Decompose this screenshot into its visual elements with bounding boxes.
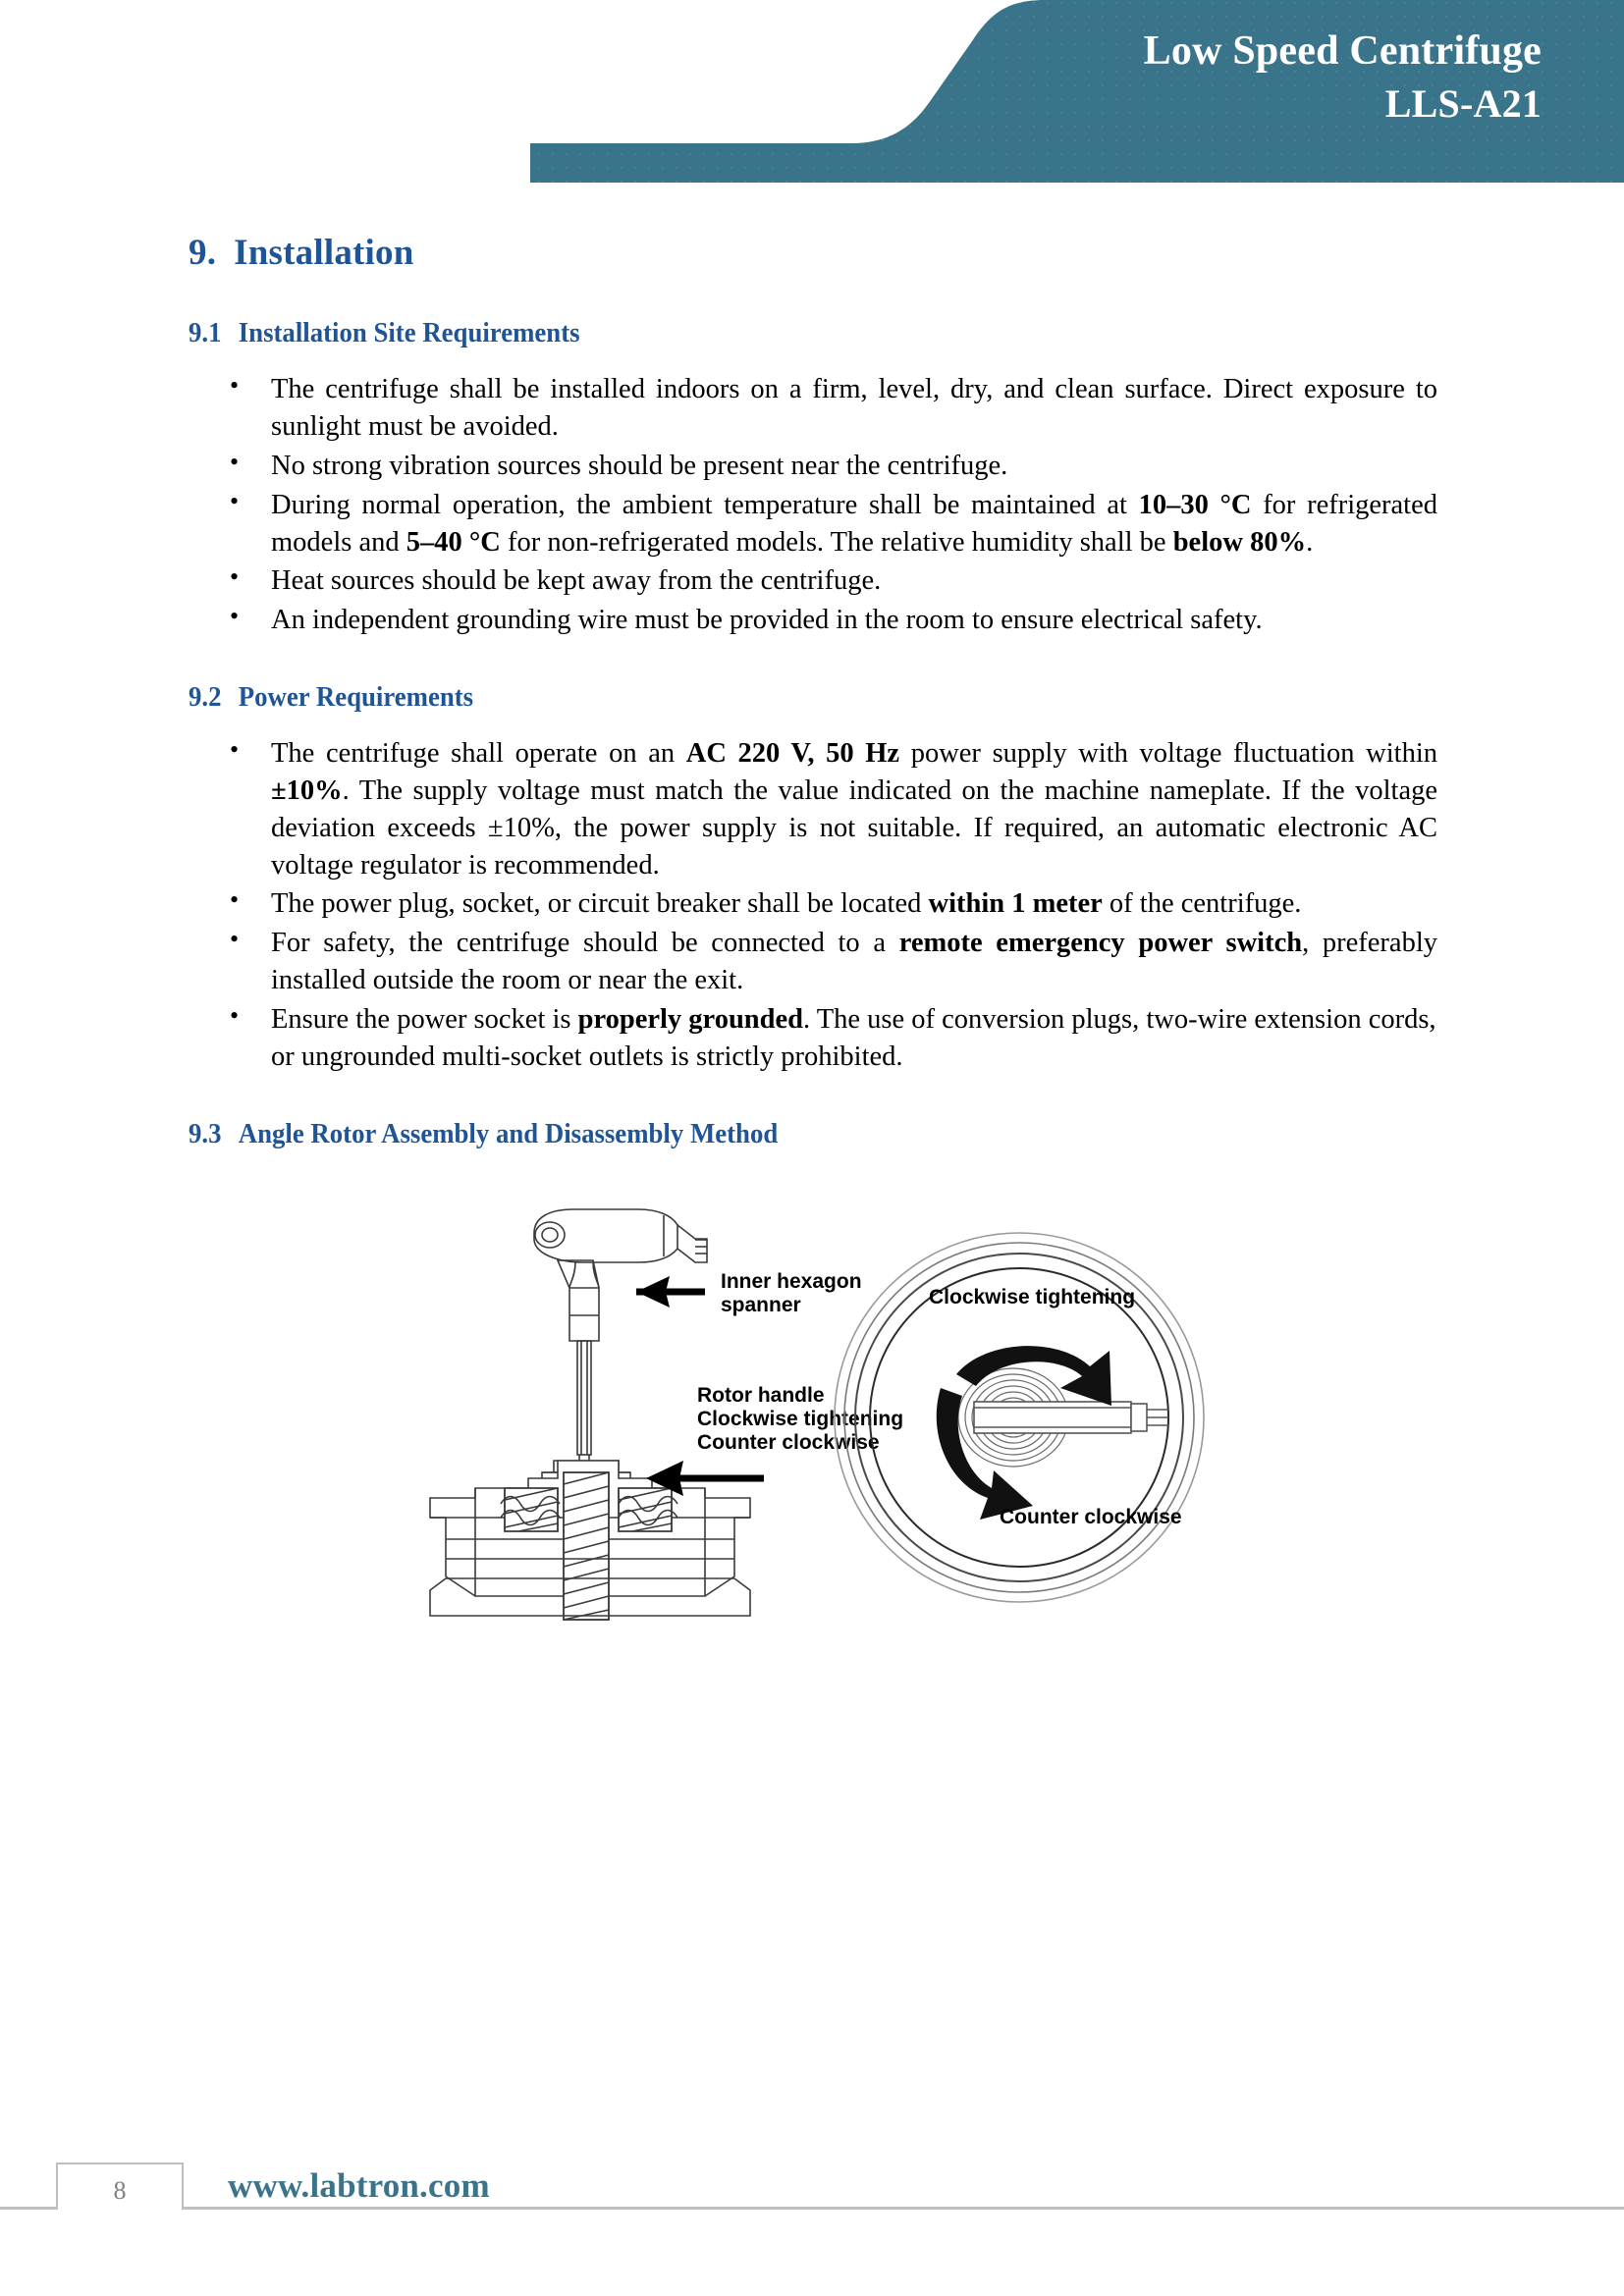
section-title-text: Installation	[234, 233, 414, 273]
section-heading-9	[189, 232, 1437, 275]
list-item	[189, 487, 1437, 561]
bullet-text: During normal operation, the ambient temperature shall be maintained at	[271, 489, 1139, 520]
page-footer	[0, 2139, 1624, 2296]
list-item	[189, 1001, 1437, 1076]
emergency-switch-requirement: remote emergency power switch	[898, 928, 1303, 959]
section-number: 9.	[189, 233, 217, 273]
bullet-text: The power plug, socket, or circuit breaker shall be located	[271, 888, 929, 920]
subsection-title-9-1: Installation Site Requirements	[238, 318, 580, 349]
product-model: LLS-A21	[1384, 80, 1542, 126]
bullet-text: An independent grounding wire must be provided in the room to ensure electrical safety.	[271, 605, 1263, 636]
figure-labels-left	[697, 1270, 903, 1454]
list-item	[189, 885, 1437, 923]
bullet-text: Heat sources should be kept away from the centrifuge.	[271, 565, 882, 597]
power-supply-rating: AC 220 V, 50 Hz	[685, 737, 900, 769]
bullet-text: power supply with voltage fluctuation within	[899, 737, 1437, 769]
grounding-requirement: properly grounded	[577, 1004, 803, 1036]
label-rotor-cw: Clockwise tightening	[697, 1407, 904, 1430]
bullet-text: For safety, the centrifuge should be connected to a	[271, 928, 899, 959]
label-inner-hexagon: Inner hexagon	[721, 1269, 862, 1293]
label-rotor-ccw: Counter clockwise	[697, 1430, 880, 1454]
website-url: www.labtron.com	[228, 2166, 490, 2205]
bullet-text: for refrigerated models and	[271, 489, 1437, 558]
bullet-text: for non-refrigerated models. The relative humidity shall be	[500, 526, 1173, 558]
list-item	[189, 448, 1437, 485]
label-spanner: spanner	[721, 1293, 801, 1316]
bullet-list-9-1	[189, 371, 1437, 639]
bullet-text: The centrifuge shall be installed indoors on a firm, level, dry, and clean surface. Direct exposure to sunlight must be avoided.	[271, 374, 1437, 442]
bullet-text: The centrifuge shall operate on an	[271, 737, 686, 769]
bullet-text: . The use of conversion plugs, two-wire extension cords, or ungrounded multi-socket outlets is strictly prohibited.	[271, 1004, 1436, 1072]
spanner-top-view	[974, 1402, 1168, 1433]
subsection-number-9-2: 9.2	[189, 682, 222, 714]
footer-divider	[0, 2207, 1624, 2210]
subsection-title-9-3: Angle Rotor Assembly and Disassembly Method	[238, 1118, 779, 1149]
list-item	[189, 602, 1437, 639]
figure-container	[189, 1194, 1437, 1645]
arrow-to-spanner	[636, 1276, 705, 1308]
bullet-text: .	[1306, 526, 1314, 558]
header-title-block	[1144, 26, 1542, 129]
subsection-heading-9-2	[189, 680, 1363, 716]
bullet-text: . The supply voltage must match the value indicated on the machine nameplate. If the voltage deviation exceeds ±10%, the power supply is not suitable. If required, an automatic electronic AC voltage regulator is recommended.	[271, 774, 1437, 881]
page-header	[0, 0, 1624, 183]
bullet-list-9-2	[189, 735, 1437, 1076]
bullet-text: , preferably installed outside the room or near the exit.	[271, 928, 1437, 996]
list-item	[189, 735, 1437, 884]
label-rotor-handle: Rotor handle	[697, 1383, 825, 1407]
angle-rotor-assembly-diagram	[410, 1194, 1216, 1645]
page-number: 8	[113, 2176, 127, 2205]
humidity-limit: below 80%	[1172, 526, 1307, 558]
subsection-title-9-2: Power Requirements	[238, 682, 474, 714]
subsection-heading-9-1	[189, 316, 1363, 351]
subsection-number-9-3: 9.3	[189, 1118, 222, 1149]
list-item	[189, 562, 1437, 600]
temp-range-refrigerated: 10–30 °C	[1138, 489, 1252, 520]
distance-requirement: within 1 meter	[928, 888, 1103, 920]
list-item	[189, 371, 1437, 446]
bullet-text: No strong vibration sources should be present near the centrifuge.	[271, 450, 1008, 481]
product-name: Low Speed Centrifuge	[1143, 28, 1542, 74]
label-disc-clockwise: Clockwise tightening	[929, 1285, 1136, 1308]
label-disc-counter-clockwise: Counter clockwise	[1000, 1505, 1182, 1528]
bullet-text: of the centrifuge.	[1102, 888, 1302, 920]
temp-range-non-refrigerated: 5–40 °C	[406, 526, 501, 558]
hatch-center	[564, 1472, 609, 1620]
list-item	[189, 925, 1437, 999]
page-content	[189, 196, 1437, 1645]
bullet-text: Ensure the power socket is	[271, 1004, 578, 1036]
subsection-heading-9-3	[189, 1117, 1363, 1152]
voltage-tolerance: ±10%	[271, 774, 343, 806]
subsection-number-9-1: 9.1	[189, 318, 222, 349]
